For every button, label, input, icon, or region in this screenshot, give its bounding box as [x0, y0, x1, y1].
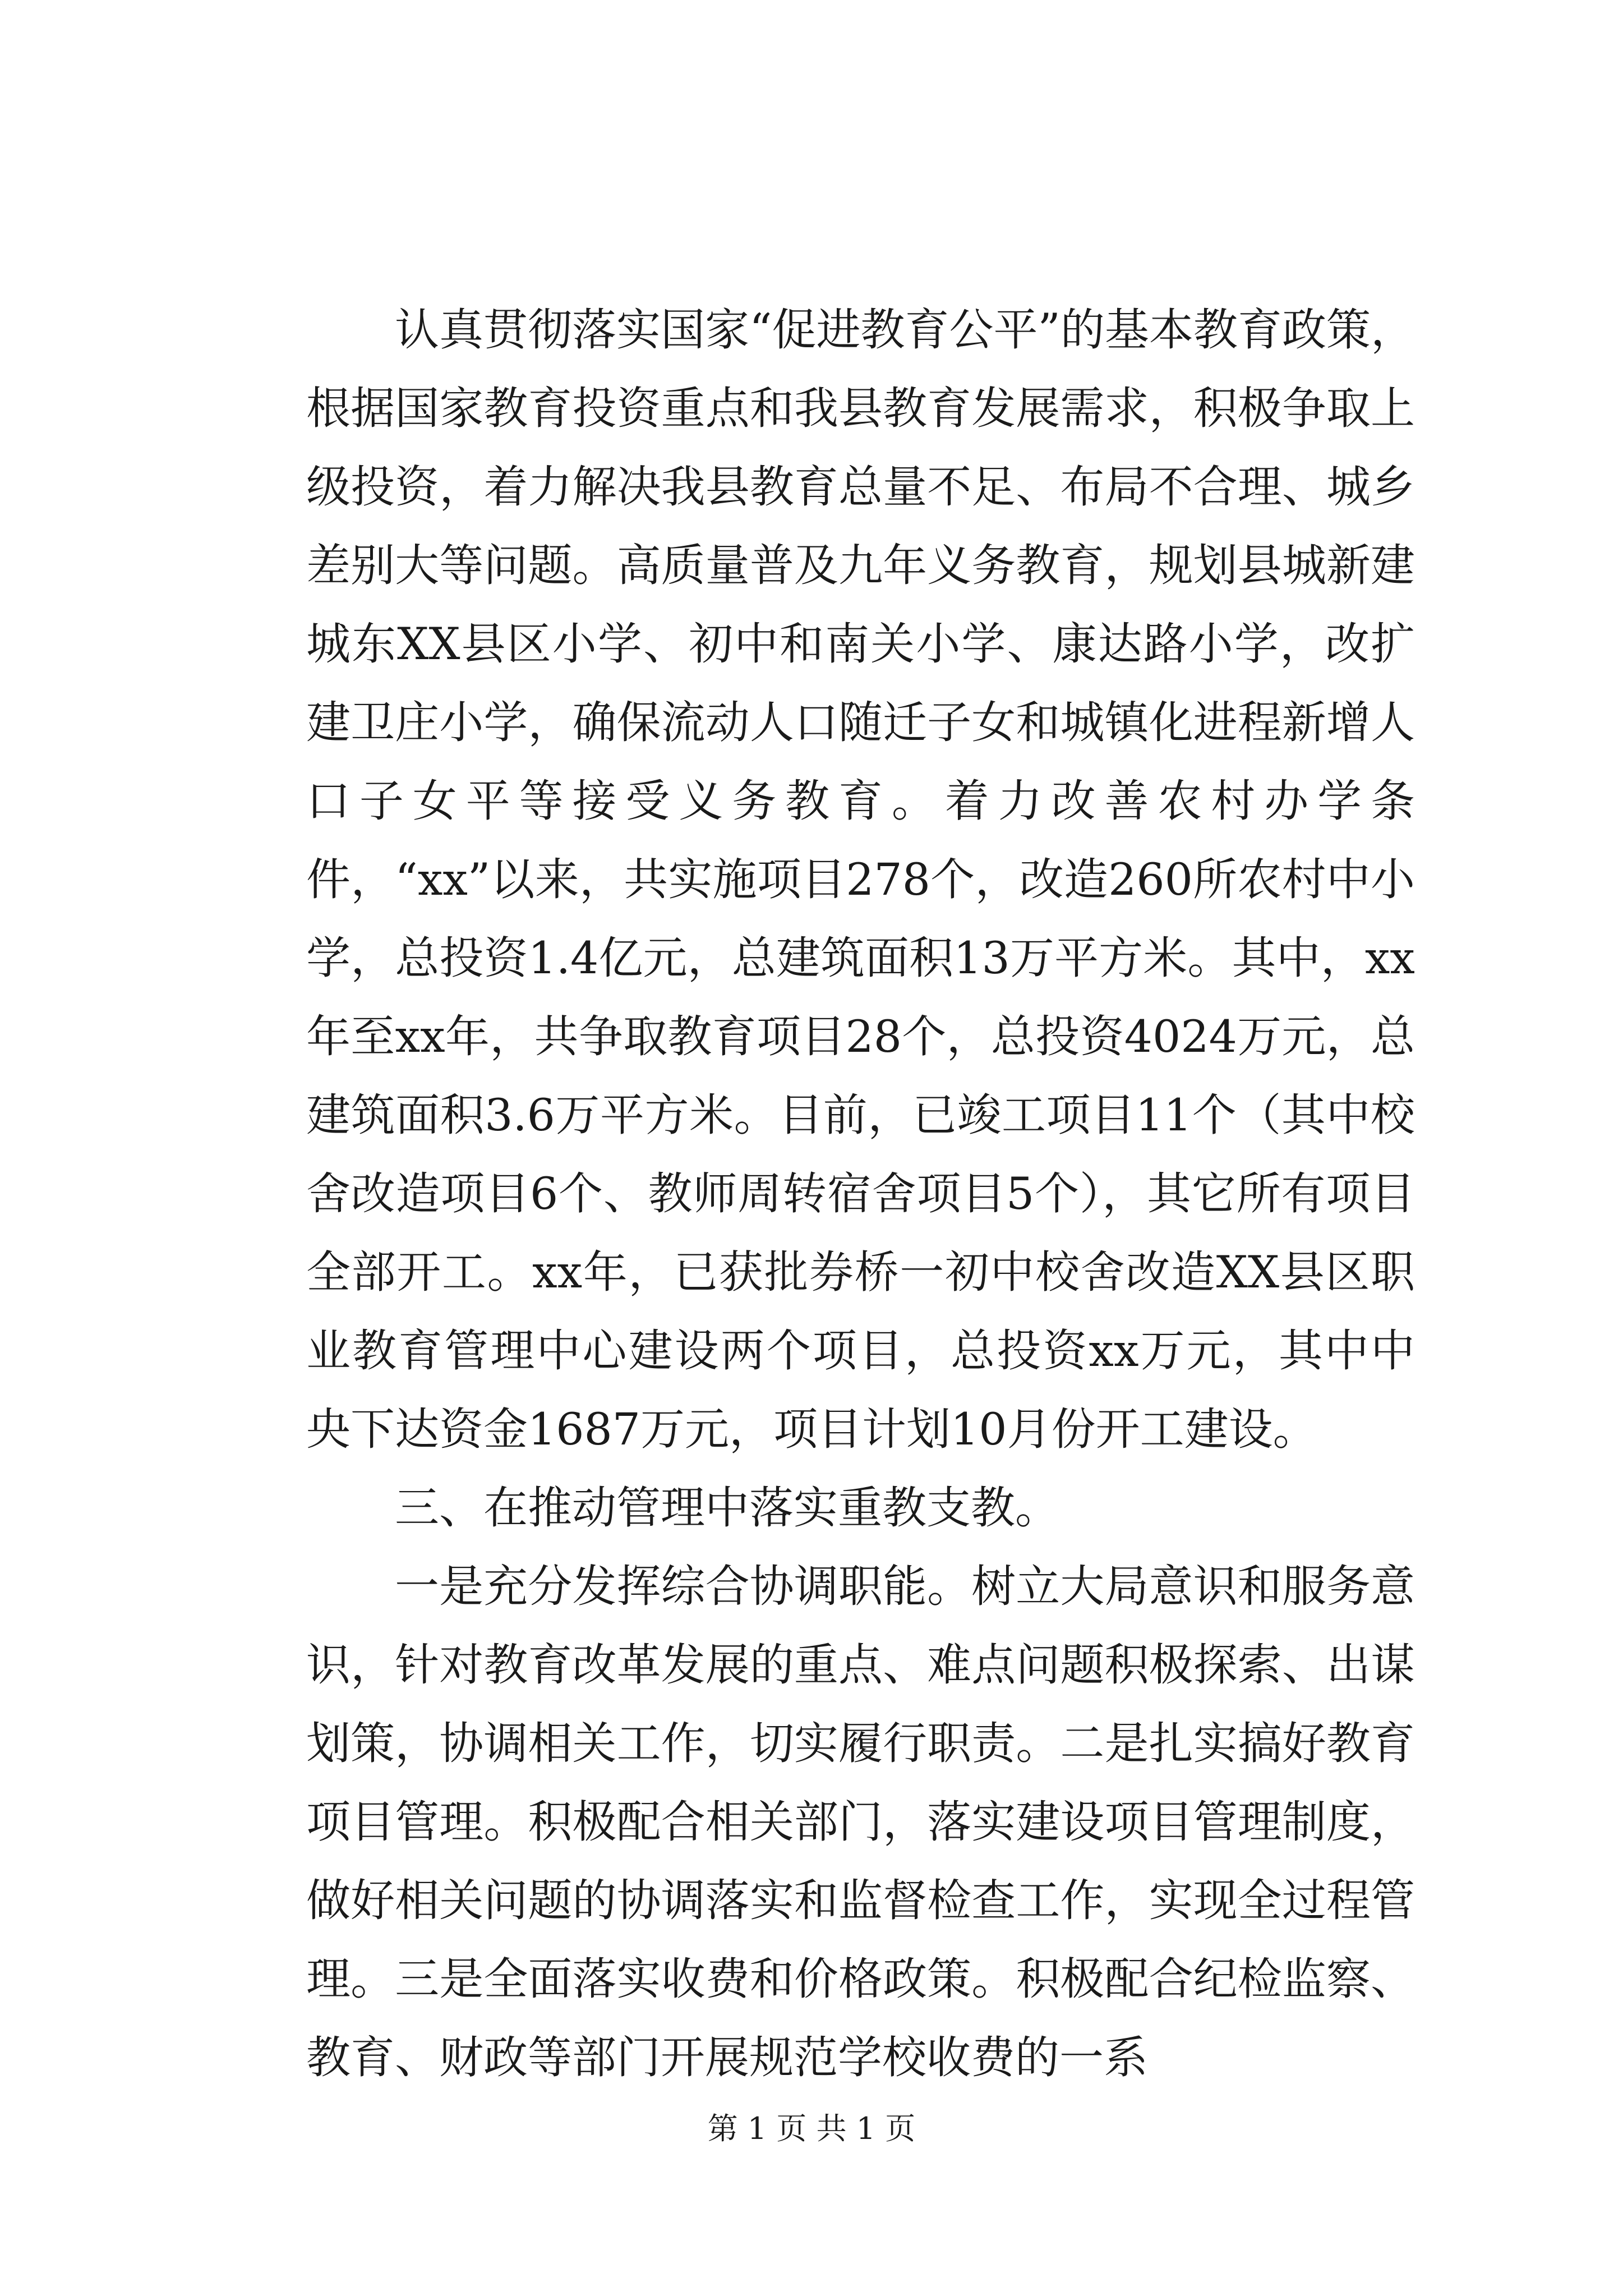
- paragraph-coordination: 一是充分发挥综合协调职能。树立大局意识和服务意识，针对教育改革发展的重点、难点问题积极探索、出谋划策，协调相关工作，切实履行职责。二是扎实搞好教育项目管理。积极配合相关部门，落实建设项目管理制度，做好相关问题的协调落实和监督检查工作，实现全过程管理。三是全面落实收费和价格政策。积极配合纪检监察、教育、财政等部门开展规范学校收费的一系: [306, 1561, 1415, 2083]
- page-footer: [0, 2109, 1623, 2148]
- paragraph-education-investment: 认真贯彻落实国家“促进教育公平”的基本教育政策，根据国家教育投资重点和我县教育发展需求，积极争取上级投资，着力解决我县教育总量不足、布局不合理、城乡差别大等问题。高质量普及九年义务教育，规划县城新建城东XX县区小学、初中和南关小学、康达路小学，改扩建卫庄小学，确保流动人口随迁子女和城镇化进程新增人口子女平等接受义务教育。着力改善农村办学条件，“xx”以来，共实施项目278个，改造260所农村中小学，总投资1.4亿元，总建筑面积13万平方米。其中，xx年至xx年，共争取教育项目28个，总投资4024万元，总建筑面积3.6万平方米。目前，已竣工项目11个（其中校舍改造项目6个、教师周转宿舍项目5个），其它所有项目全部开工。xx年，已获批券桥一初中校舍改造XX县区职业教育管理中心建设两个项目，总投资xx万元，其中中央下达资金1687万元，项目计划10月份开工建设。: [306, 304, 1415, 1455]
- section-heading-management: 三、在推动管理中落实重教支教。: [395, 1482, 1059, 1534]
- document-body: [306, 291, 1415, 2097]
- page-number: 第 1 页 共 1 页: [707, 2111, 916, 2146]
